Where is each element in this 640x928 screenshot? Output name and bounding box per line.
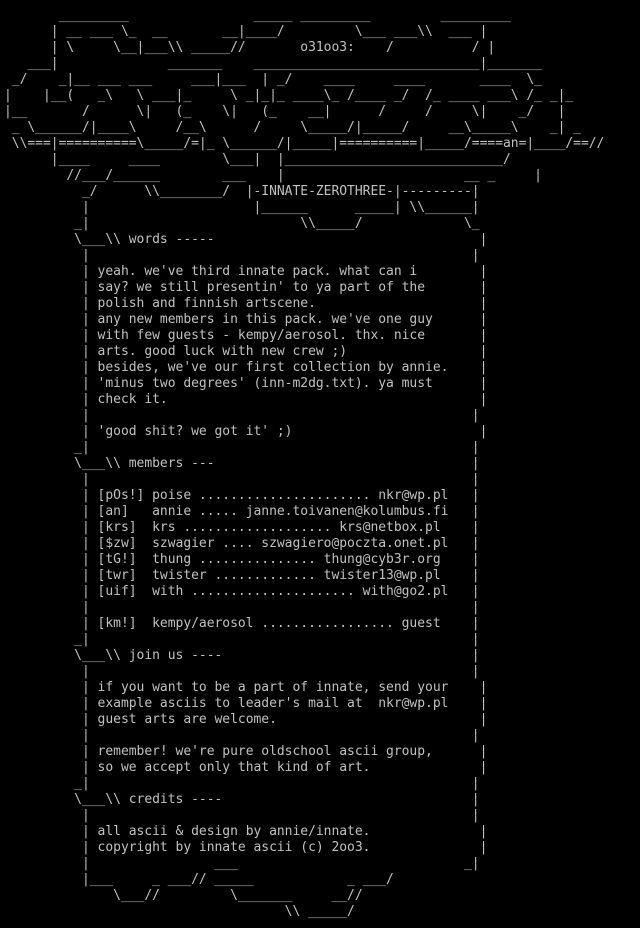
- ascii-line: | __ ___ \_ __ __|____/ \___ ___\\ ___ |: [4, 24, 488, 39]
- ascii-line: _| \\_____/ \_: [4, 216, 480, 231]
- ascii-line: _/ _|__ ___ ___ ___|___ | _/ ____ ____ ____ \_: [4, 72, 542, 87]
- ascii-line: | [uif] with ..................... with@go2.pl |: [4, 584, 480, 599]
- ascii-line: | [krs] krs ................... krs@netbox.pl |: [4, 520, 480, 535]
- ascii-line: | |______ _____| \\______|: [4, 200, 480, 215]
- ascii-line: | example asciis to leader's mail at nkr@wp.pl |: [4, 696, 488, 711]
- ascii-line: \___\\ members --- |: [4, 456, 480, 471]
- ascii-text-block: [4, 8, 636, 920]
- ascii-line: | if you want to be a part of innate, send your |: [4, 680, 488, 695]
- ascii-line: | all ascii & design by annie/innate. |: [4, 824, 488, 839]
- ascii-line: //___/______ ___ | __ _ |: [4, 168, 542, 183]
- ascii-line: _| |: [4, 776, 480, 791]
- ascii-line: _ \______/|____\ /__\ / \_____/|_____/ __\_____\ _| _: [4, 120, 581, 135]
- ascii-line: \\ _____/: [4, 904, 355, 919]
- ascii-line: | |__( _\ \ ___|_ \ _|_|_ ____\_ /____ _/ /_ ____ ___\ /_ _|_: [4, 88, 574, 103]
- ascii-line: | [twr] twister ............. twister13@wp.pl |: [4, 568, 480, 583]
- ascii-line: _| |: [4, 440, 480, 455]
- ascii-line: | |: [4, 248, 480, 263]
- ascii-line: | copyright by innate ascii (c) 2oo3. |: [4, 840, 488, 855]
- ascii-line: _________ _____ _________ _________: [4, 8, 511, 23]
- ascii-art-document: [4, 8, 636, 920]
- ascii-line: | besides, we've our first collection by annie. |: [4, 360, 488, 375]
- ascii-line: \___// \_______ __//: [4, 888, 363, 903]
- ascii-line: | say? we still presentin' to ya part of the |: [4, 280, 488, 295]
- ascii-line: |__ / \| (_ \| (_ __| / / \| _/ |: [4, 104, 566, 119]
- ascii-line: \___\\ words ----- |: [4, 232, 488, 247]
- ascii-line: | \ \__|___\\ _____// o31oo3: / / |: [4, 40, 496, 55]
- ascii-line: | guest arts are welcome. |: [4, 712, 488, 727]
- ascii-line: \\===|==========\_____/=|_ \______/|_____|==========|_____/====an=|____/==//: [4, 136, 605, 151]
- ascii-line: | so we accept only that kind of art. |: [4, 760, 488, 775]
- ascii-line: | yeah. we've third innate pack. what can i |: [4, 264, 488, 279]
- ascii-line: | check it. |: [4, 392, 488, 407]
- ascii-line: | |: [4, 600, 480, 615]
- ascii-line: \___\\ credits ---- |: [4, 792, 480, 807]
- ascii-line: | 'minus two degrees' (inn-m2dg.txt). ya must |: [4, 376, 488, 391]
- ascii-line: | |: [4, 808, 480, 823]
- ascii-line: | remember! we're pure oldschool ascii group, |: [4, 744, 488, 759]
- ascii-line: | [an] annie ..... janne.toivanen@kolumbus.fi |: [4, 504, 480, 519]
- ascii-line: | [$zw] szwagier .... szwagiero@poczta.onet.pl |: [4, 536, 480, 551]
- ascii-line: _/ \\________/ |-INNATE-ZEROTHREE-|---------|: [4, 184, 480, 199]
- ascii-line: | |: [4, 664, 480, 679]
- ascii-line: | [pOs!] poise ...................... nkr@wp.pl |: [4, 488, 480, 503]
- ascii-line: | any new members in this pack. we've one guy |: [4, 312, 488, 327]
- ascii-line: ___| _______ _____________________________|_______: [4, 56, 542, 71]
- ascii-line: | arts. good luck with new crew ;) |: [4, 344, 488, 359]
- ascii-line: |___ _ ___// _____ _ ___/: [4, 872, 394, 887]
- ascii-line: | ___ _|: [4, 856, 480, 871]
- ascii-line: | |: [4, 728, 480, 743]
- ascii-line: | 'good shit? we got it' ;) |: [4, 424, 488, 439]
- ascii-line: \___\\ join us ---- |: [4, 648, 480, 663]
- ascii-line: _| |: [4, 632, 480, 647]
- ascii-line: | polish and finnish artscene. |: [4, 296, 488, 311]
- ascii-line: | [km!] kempy/aerosol ................. guest |: [4, 616, 480, 631]
- ascii-line: | |: [4, 408, 480, 423]
- ascii-line: | |: [4, 472, 480, 487]
- ascii-line: | with few guests - kempy/aerosol. thx. nice |: [4, 328, 488, 343]
- ascii-line: | [tG!] thung ............... thung@cyb3r.org |: [4, 552, 480, 567]
- ascii-line: |____ ____ \___| |____________________________/: [4, 152, 511, 167]
